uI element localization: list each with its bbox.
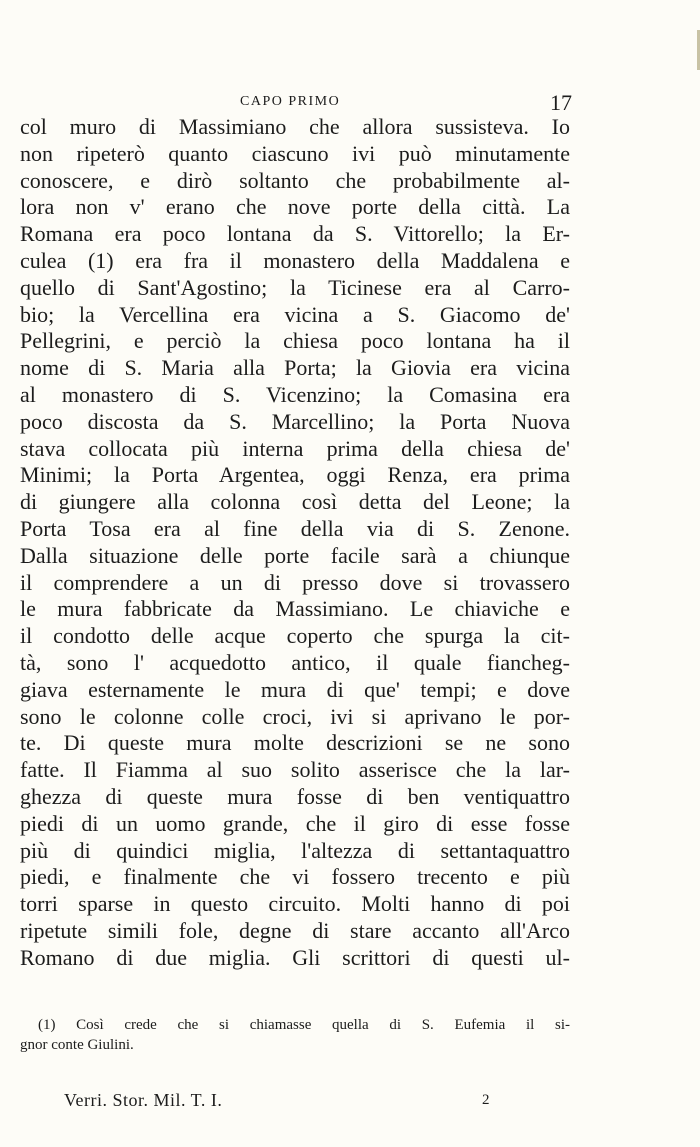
signature-text: Verri. Stor. Mil. T. I.: [64, 1090, 223, 1110]
text-line: Romano di due miglia. Gli scrittori di questi ul-: [20, 944, 570, 970]
text-line: quello di Sant'Agostino; la Ticinese era al Carro-: [20, 274, 570, 300]
footnote: [20, 1015, 570, 1055]
text-line: piedi di un uomo grande, che il giro di esse fosse: [20, 810, 570, 836]
text-line: Dalla situazione delle porte facile sarà a chiunque: [20, 542, 570, 568]
signature-number: 2: [482, 1092, 490, 1108]
text-line: sono le colonne colle croci, ivi si aprivano le por-: [20, 703, 570, 729]
text-line: bio; la Vercellina era vicina a S. Giacomo de': [20, 301, 570, 327]
text-line: ripetute simili fole, degne di stare accanto all'Arco: [20, 917, 570, 943]
text-line: al monastero di S. Vicenzino; la Comasina era: [20, 381, 570, 407]
page-number: 17: [550, 90, 572, 115]
text-line: ghezza di queste mura fosse di ben ventiquattro: [20, 783, 570, 809]
text-line: lora non v' erano che nove porte della città. La: [20, 194, 570, 220]
text-line: di giungere alla colonna così detta del Leone; la: [20, 489, 570, 515]
text-line: le mura fabbricate da Massimiano. Le chiaviche e: [20, 596, 570, 622]
text-line: più di quindici miglia, l'altezza di settantaquattro: [20, 837, 570, 863]
footnote-line: (1) Così crede che si chiamasse quella di S. Eufemia il si-: [38, 1017, 570, 1033]
text-line: col muro di Massimiano che allora sussisteva. Io: [20, 114, 570, 139]
text-line: conoscere, e dirò soltanto che probabilmente al-: [20, 167, 570, 193]
text-line: fatte. Il Fiamma al suo solito asserisce che la lar-: [20, 757, 570, 783]
text-line: culea (1) era fra il monastero della Maddalena e: [20, 247, 570, 273]
text-line: poco discosta da S. Marcellino; la Porta Nuova: [20, 408, 570, 434]
body-text: [20, 114, 570, 972]
text-line: te. Di queste mura molte descrizioni se ne sono: [20, 730, 570, 756]
footnote-line: gnor conte Giulini.: [20, 1037, 134, 1053]
text-line: il comprendere a un di presso dove si trovassero: [20, 569, 570, 595]
text-line: non ripeterò quanto ciascuno ivi può minutamente: [20, 140, 570, 166]
text-line: nome di S. Maria alla Porta; la Giovia era vicina: [20, 355, 570, 381]
text-line: Pellegrini, e perciò la chiesa poco lontana ha il: [20, 328, 570, 354]
text-line: Porta Tosa era al fine della via di S. Zenone.: [20, 515, 570, 541]
text-line: torri sparse in questo circuito. Molti hanno di poi: [20, 891, 570, 917]
running-head: CAPO PRIMO: [240, 94, 341, 109]
text-line: Minimi; la Porta Argentea, oggi Renza, era prima: [20, 462, 570, 488]
text-line: il condotto delle acque coperto che spurga la cit-: [20, 623, 570, 649]
text-line: piedi, e finalmente che vi fossero trecento e più: [20, 864, 570, 890]
text-line: stava collocata più interna prima della chiesa de': [20, 435, 570, 461]
signature-line: [64, 1090, 564, 1114]
text-line: tà, sono l' acquedotto antico, il quale fiancheg-: [20, 649, 570, 675]
text-line: Romana era poco lontana da S. Vittorello; la Er-: [20, 221, 570, 247]
text-line: giava esternamente le mura di que' tempi; e dove: [20, 676, 570, 702]
